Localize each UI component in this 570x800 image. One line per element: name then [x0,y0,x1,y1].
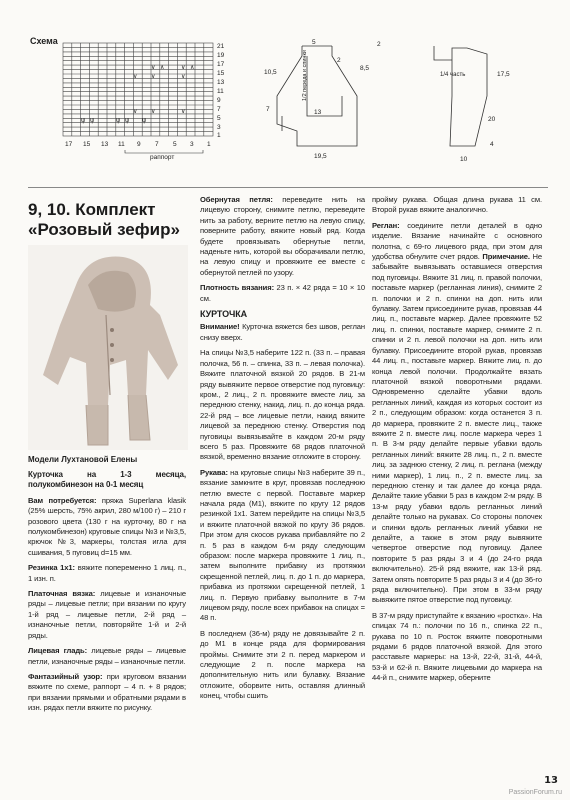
knitting-chart [55,38,235,163]
sleeve-paragraph [200,468,365,624]
svg-text:∨: ∨ [181,65,186,71]
garment-photo [28,245,188,450]
fancy-text: при круговом вязании вяжите по схеме, раппорт – 4 п. + 8 рядов; при вязании прямыми и обратными рядами в изн. рядах петли вяжите по рисунку. [28,671,186,713]
dim-label: 4 [490,141,494,148]
article-title [28,200,180,240]
raglan-paragraph [372,221,542,606]
dim-label: 19,5 [314,153,327,160]
page-number: 13 [544,775,558,786]
dim-label: 20 [488,116,496,123]
stockinette-label: Лицевая гладь: [28,646,88,656]
svg-text:∧: ∧ [190,65,195,71]
fancy-paragraph [28,672,186,714]
density-paragraph [200,283,365,304]
dim-label: 7 [266,106,270,113]
dim-label: 2 [377,41,381,48]
dim-label: 10 [460,156,468,163]
yarn-over-label: Обернутая петля: [200,195,273,204]
col-number: 13 [101,141,109,148]
garter-text: лицевые и изнаночные ряды – лицевые петли; при вязании по кругу 1-й ряд – лицевые петли, 2-й ряд – изнаночные петли, повторяйте 1-й и 2-й ряды. [28,589,186,640]
dim-label: 5 [312,39,316,46]
schema-title: Схема [30,36,58,46]
yarn-over-paragraph [200,195,365,278]
garter-paragraph [28,589,186,641]
garment-pattern-diagram [262,36,512,166]
svg-text:∨: ∨ [181,74,186,80]
row-number: 3 [217,124,221,131]
svg-text:ψ: ψ [81,118,86,124]
watermark: PassionForum.ru [508,789,562,796]
svg-text:∨: ∨ [133,74,138,80]
garter-label: Платочная вязка: [28,589,96,599]
fancy-label: Фантазийный узор: [28,671,103,681]
density-text: 23 п. × 42 ряда = 10 × 10 см. [200,283,365,303]
col-number: 1 [207,141,211,148]
column-3 [372,195,542,689]
attention-paragraph [200,322,365,343]
materials-paragraph [28,496,186,558]
jacket-body-paragraph: На спицы №3,5 наберите 122 п. (33 п. – правая полочка, 56 п. – спинка, 33 п. – левая полочка). Вяжите платочной вязкой 20 рядов. В 21-м ряду вывяжите первое отверстие под пуговицу: кром., 2 лиц., 2 п. провяжите вместе лиц. за переднюю стенку, накид, лиц. п. до конца ряда. 22-й ряд – все лицевые петли, накид вяжите лицевой за переднюю стенку. Отверстия под пуговицы вывязывайте в каждом 20-м ряду всего 5 раз. Провяжите 68 рядов платочной вязкой, временно вязание отложите в сторону. [200,348,365,462]
row-number: 15 [217,70,225,77]
row-number: 7 [217,106,221,113]
note-label: Примечание. [482,252,530,262]
row-number: 17 [217,61,225,68]
dim-label: 17,5 [497,71,510,78]
density-label: Плотность вязания: [200,283,274,293]
col-number: 11 [118,141,125,148]
row-number: 5 [217,115,221,122]
materials-text: пряжа Superlana klasik (25% шерсть, 75% акрил, 280 м/100 г) – 210 г розового цвета (130 г на курточку, 80 г на полукомбинезон) круговые спицы №3 и №3,5, крючок №3, маркеры, толстая игла для сшивания, 5 пуговиц d=15 мм. [28,495,186,557]
row-number: 11 [217,88,224,95]
rapport-label: раппорт [150,154,175,161]
row-number: 13 [217,79,225,86]
dim-label: 2 [337,57,341,64]
svg-text:∨: ∨ [133,109,138,115]
rib-label: Резинка 1х1: [28,563,75,573]
title-line-2: «Розовый зефир» [28,220,180,239]
column-1 [28,470,186,719]
dim-label: 8,5 [360,65,370,72]
dim-label: 13 [314,109,322,116]
row-number: 21 [217,43,225,50]
col-number: 9 [137,141,141,148]
svg-text:∨: ∨ [181,109,186,115]
col-number: 15 [83,141,91,148]
armhole-paragraph: В последнем (36-м) ряду не довязывайте 2 п. до М1 в конце ряда для формирования проймы. Снимите эти 2 п. перед маркером и следующие 2 п. после маркера на дополнительную нить или булавку. Вязание отложите, оборвите нить, оставляя длинный конец, чтобы сшить [200,628,365,701]
column-2 [200,195,365,707]
raglan-label: Реглан: [372,220,400,230]
dim-label: 1/2 переда и спинки [302,50,308,101]
sleeve-label: Рукава: [200,467,228,477]
row-number: 19 [217,52,225,59]
svg-text:ψ: ψ [116,118,121,124]
sleeve-text: на круговые спицы №3 наберите 39 п., вязание замкните в круг, провязав последнюю петлю вместе с первой. Поставьте маркер начала ряда (М1), вяжите по кругу 12 рядов резинкой 1х1. Затем перейдите на спицы №3,5 и вяжите платочной вязкой по кругу 36 рядов. При этом для скосов рукава прибавляйте по 2 п. 5 раз в каждом 6-м ряду следующим образом: после маркера провяжите 1 лиц. п., затем выполните прибавку из протяжки скрещенной петлей, лиц. п. до 1 п. до маркера, прибавка из протяжки скрещенной петлей, 1 лиц. п. Первую прибавку выполните в 7-м лицевом ряду, после всех прибавок на спицах = 48 п. [200,467,365,623]
col-number: 17 [65,141,73,148]
svg-text:ψ: ψ [125,118,130,124]
row-number: 9 [217,97,221,104]
jacket-heading: КУРТОЧКА [200,309,247,320]
svg-text:ψ: ψ [142,118,147,124]
attention-label: Внимание! [200,322,240,332]
svg-text:∧: ∧ [160,65,165,71]
sleeve-end-paragraph: пройму рукава. Общая длина рукава 11 см. Второй рукав вяжите аналогично. [372,195,542,215]
note-text: Не забывайте вывязывать оставшиеся отверстия под пуговицы. Вяжите 31 лиц. п. правой полочки, поставьте маркер (регланная линия), снимите 2 п. полочки и 2 п. спинки на доп. нить или булавку. Затем присоедините рукав, провязав 44 лиц. п., поставьте маркер. Далее провяжите 52 лиц. п. спинки, поставьте маркер, снимите 2 п. спинки и 2 п. левой полочки на доп. нить или булавку. Присоедините второй рукав, провязав 44 лиц. п., поставьте маркер. Вяжите лиц. п. до конца левой полочки. Продолжайте вязать платочной вязкой поворотными рядами. Одновременно сделайте убавки вдоль регланных линий, каждая из которых состоит из 2 п., следующим образом: когда останется 3 п. до маркера, провяжите 2 п. вместе лиц., также вяжите 2 п. вместе лиц. после маркера через 1 п. В 3-м ряду делайте первые убавки вдоль регланных линий: вяжите 28 лиц. п., 2 п. вместе лиц. за заднюю стенку, 2 лиц. п. реглана (между ними маркер), 1 лиц. п., 2 п. вместе лиц. за переднюю стенку и так далее до конца ряда. Делайте такие убавки 5 раз в каждом 2-м ряду. В 13-м ряду убавки вдоль регланных линий делайте только на рукавах. Со стороны полочек и спинки вдоль регланных линий убавки не делайте, а также в этом ряду вывяжите четвертое отверстие под пуговицу. Далее повторите 5 раз ряды 3 и 4 (до 24-го ряда включительно). 25-й ряд вяжите, как 13-й ряд. Затем опять повторите 5 раз ряды 3 и 4 (до 36-го ряда включительно). При этом в 33-м ряду вывяжите пятое отверстие под пуговицу. [372,252,542,605]
dim-label: 1/4 часть [440,72,466,78]
rib-text: вяжите попеременно 1 лиц. п., 1 изн. п. [28,563,186,583]
materials-label: Вам потребуется: [28,495,97,505]
gusset-paragraph: В 37-м ряду приступайте к вязанию «ростка». На спицах 74 п.: полочки по 16 п., спинка 22 п., рукава по 10 п. Росток вяжите поворотными рядами 6 рядов платочной вязкой. Для этого расставьте маркеры: на 13-й, 22-й, 31-й, 44-й, 53-й и 62-й п. Вяжите лицевыми до маркера на 44-й п., снимите маркер, оберните [372,610,542,683]
attention-text: Курточка вяжется без швов, реглан снизу вверх. [200,322,365,342]
stockinette-text: лицевые ряды – лицевые петли, изнаночные ряды – изнаночные петли. [28,646,186,666]
col-number: 7 [155,141,159,148]
col-number: 3 [190,141,194,148]
dim-label: 10,5 [264,69,277,76]
yarn-over-text: переведите нить на лицевую сторону, снимите петлю, переведите нить за работу, верните петлю на левую спицу, поверните работу, вяжите новый ряд. Когда будете провязывать обернутые петли, наденьте нить, которой вы оборачивали петлю, на левую спицу и провяжите ее вместе с обернутой петлей по узору. [200,195,366,277]
row-number: 1 [217,132,221,139]
photo-caption: Модели Лухтановой Елены [28,455,138,464]
svg-text:∨: ∨ [151,74,156,80]
col-number: 5 [173,141,177,148]
top-divider [28,187,548,188]
title-line-1: 9, 10. Комплект [28,200,156,219]
svg-text:ψ: ψ [90,118,95,124]
svg-text:∨: ∨ [151,65,156,71]
svg-text:∨: ∨ [151,109,156,115]
rib-paragraph [28,563,186,584]
subtitle: Курточка на 1-3 месяца, полукомбинезон на 0-1 месяц [28,470,186,490]
stockinette-paragraph [28,646,186,667]
raglan-text: соедините петли деталей в одно изделие. Вязание начинайте с основного полотна, с 69-го лицевого ряда, при этом для удобства обнулите счет рядов. [372,220,542,262]
